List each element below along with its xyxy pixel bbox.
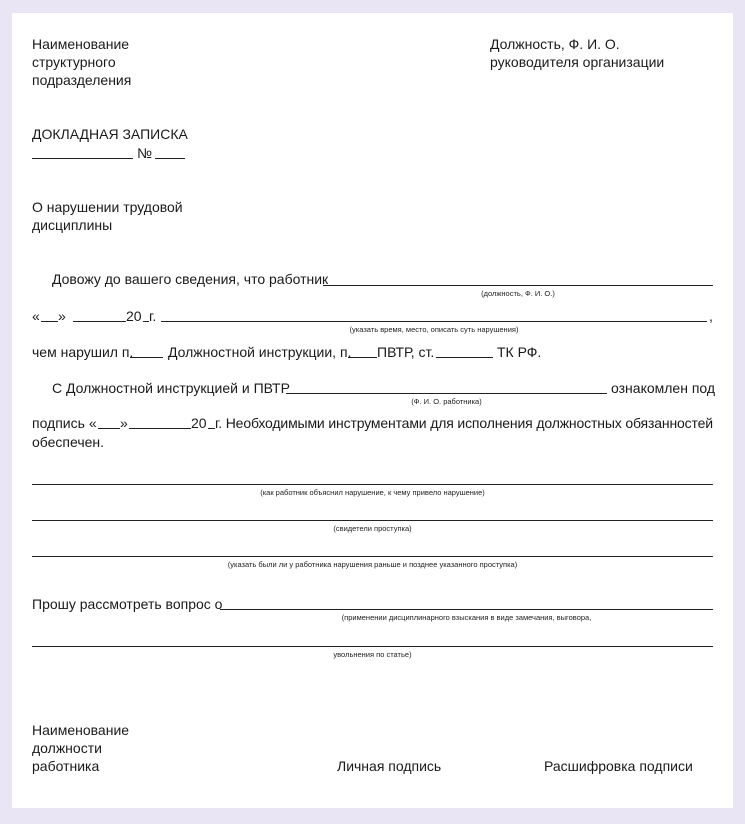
year-prefix: 20: [126, 308, 142, 324]
date-open-quote: «: [32, 308, 40, 324]
employee-caption: (должность, Ф. И. О.): [481, 289, 555, 298]
year-suffix: г.: [149, 308, 157, 324]
position-line-1: Наименование: [32, 722, 130, 738]
request-blank-line-2: [32, 646, 713, 647]
violation-caption: (указать время, место, описать суть нарушения): [349, 325, 519, 334]
personal-signature-label: Личная подпись: [337, 758, 442, 774]
number-sign: №: [137, 145, 153, 161]
month-blank-line: [73, 321, 126, 322]
date-close-quote: »: [58, 308, 66, 324]
position-line-3: работника: [32, 758, 100, 774]
job-instruction-text: Должностной инструкции, п.: [168, 344, 352, 360]
acquainted-intro-text: С Должностной инструкцией и ПВТР: [52, 380, 290, 396]
explanation-blank-line: [32, 484, 713, 485]
position-line-2: должности: [32, 740, 102, 756]
signature-month-blank-line: [129, 428, 191, 429]
trailing-comma: ,: [709, 308, 713, 324]
addressee-block: [490, 35, 664, 71]
day-blank-line: [41, 321, 58, 322]
provided-text: обеспечен.: [32, 434, 105, 450]
signature-day-blank-line: [98, 428, 120, 429]
department-block: [32, 35, 131, 89]
explanation-caption: (как работник объяснил нарушение, к чему привело нарушение): [260, 488, 485, 497]
pvtr-article-text: ПВТР, ст.: [377, 344, 435, 360]
labor-code-text: ТК РФ.: [497, 344, 542, 360]
clause-blank-line: [130, 357, 163, 358]
document-title: ДОКЛАДНАЯ ЗАПИСКА: [32, 126, 188, 142]
subject-line-2: дисциплины: [32, 217, 113, 233]
acquainted-text: ознакомлен под: [611, 380, 716, 396]
request-text: Прошу рассмотреть вопрос о: [32, 596, 223, 612]
request-caption-1: (применении дисциплинарного взыскания в виде замечания, выговора,: [341, 613, 592, 622]
witnesses-caption: (свидетели проступка): [333, 524, 412, 533]
signature-date-close: »: [120, 415, 128, 431]
position-block: [32, 721, 129, 775]
department-line-1: Наименование: [32, 36, 130, 52]
number-blank-line: [155, 158, 185, 159]
article-blank-line: [436, 357, 493, 358]
history-blank-line: [32, 556, 713, 557]
department-line-2: структурного: [32, 54, 116, 70]
violated-clause-text: чем нарушил п.: [32, 344, 134, 360]
employee-name-caption: (Ф. И. О. работника): [411, 397, 482, 406]
subject-line-1: О нарушении трудовой: [32, 199, 183, 215]
history-caption: (указать были ли у работника нарушения раньше и позднее указанного проступка): [227, 560, 518, 569]
signature-year-blank-line: [208, 428, 215, 429]
addressee-line-2: руководителя организации: [490, 54, 665, 70]
employee-blank-line: [323, 285, 713, 286]
request-caption-2: увольнения по статье): [333, 650, 412, 659]
signature-date-open: подпись «: [32, 415, 97, 431]
signature-decode-label: Расшифровка подписи: [544, 758, 693, 774]
date-blank-line: [32, 158, 133, 159]
paragraph-employee-intro: Довожу до вашего сведения, что работник: [52, 271, 329, 287]
witnesses-blank-line: [32, 520, 713, 521]
tools-provided-text: г. Необходимыми инструментами для исполнения должностных обязанностей: [215, 415, 713, 431]
department-line-3: подразделения: [32, 72, 132, 88]
employee-name-blank-line: [286, 393, 607, 394]
addressee-line-1: Должность, Ф. И. О.: [490, 36, 620, 52]
subject-block: [32, 198, 183, 234]
instruction-clause-blank-line: [348, 357, 377, 358]
request-blank-line: [220, 609, 713, 610]
document-page: [12, 13, 733, 808]
violation-blank-line: [161, 321, 707, 322]
signature-year-prefix: 20: [191, 415, 207, 431]
